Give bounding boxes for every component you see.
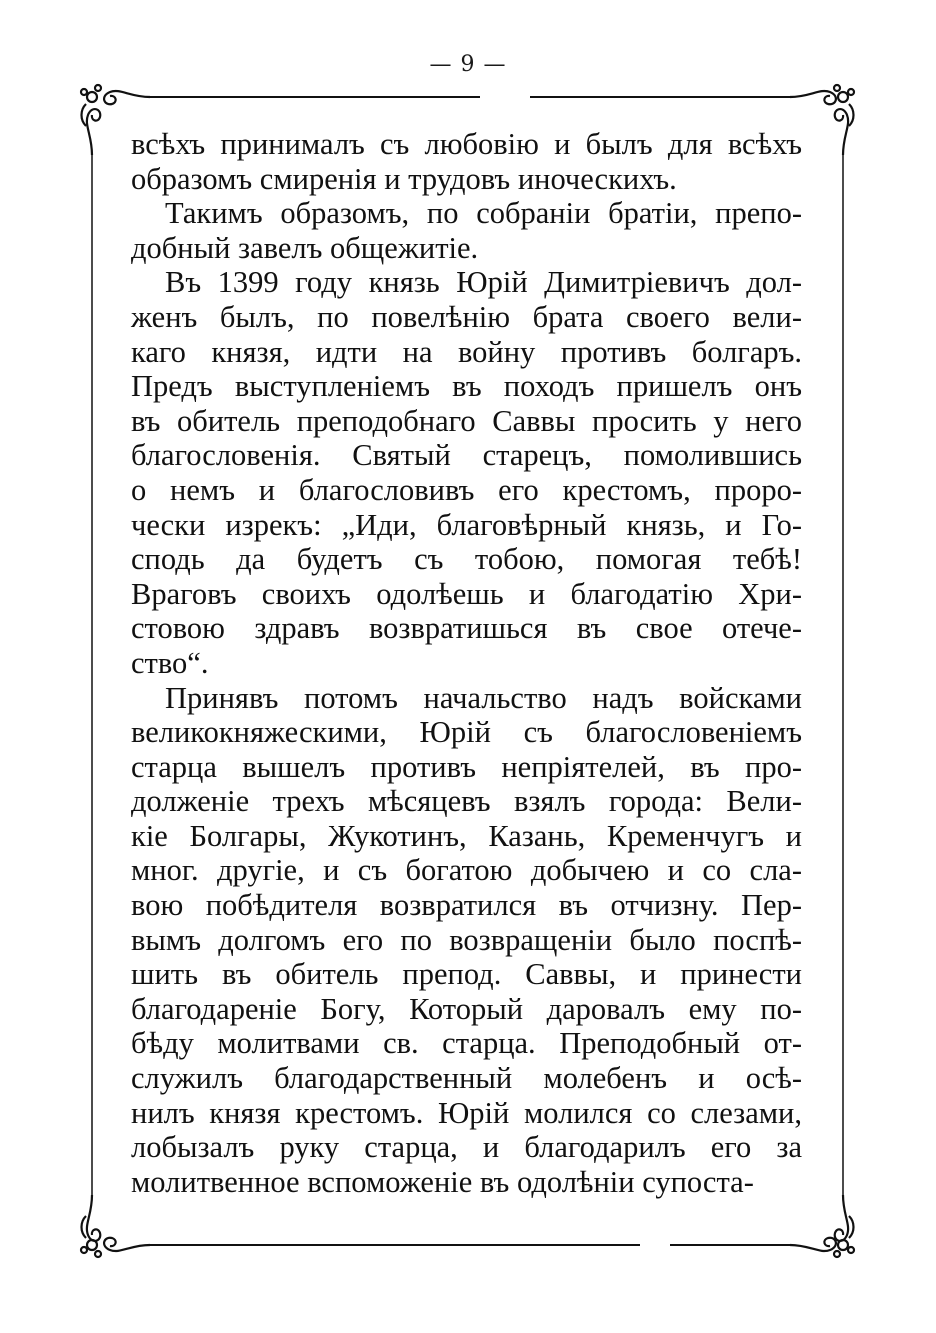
text-line: долженіе трехъ мѣсяцевъ взялъ города: Вели- <box>131 784 802 819</box>
body-text <box>131 127 802 1199</box>
text-line: старца вышелъ противъ непріятелей, въ про- <box>131 749 802 784</box>
text-line: Въ 1399 году князь Юрій Димитріевичъ дол- <box>165 265 802 300</box>
text-line: вымъ долгомъ его по возвращеніи было поспѣ- <box>131 922 802 957</box>
text-line: кіе Болгары, Жукотинъ, Казань, Кременчугъ и <box>131 818 802 853</box>
text-line: добный завелъ общежитіе. <box>131 230 479 265</box>
text-line: бѣду молитвами св. старца. Преподобный от- <box>131 1026 802 1061</box>
text-line: каго князя, идти на войну противъ болгаръ. <box>131 334 802 369</box>
text-line: Принявъ потомъ начальство надъ войсками <box>165 680 802 715</box>
text-line: Враговъ своихъ одолѣешь и благодатію Хри- <box>131 576 802 611</box>
text-line: сподь да будетъ съ тобою, помогая тебѣ! <box>131 542 802 577</box>
text-line: женъ былъ, по повелѣнію брата своего вели- <box>131 299 802 334</box>
text-line: молитвенное вспоможеніе въ одолѣніи супоста- <box>131 1164 754 1199</box>
text-line: благодареніе Богу, Который даровалъ ему по- <box>131 991 802 1026</box>
text-line: лобызалъ руку старца, и благодарилъ его за <box>131 1130 802 1165</box>
text-line: служилъ благодарственный молебенъ и осѣ- <box>131 1061 802 1096</box>
text-line: Предъ выступленіемъ въ походъ пришелъ онъ <box>131 369 802 404</box>
text-line: благословенія. Святый старецъ, помолившись <box>131 438 802 473</box>
text-line: мног. другіе, и съ богатою добычею и со сла- <box>131 853 802 888</box>
text-line: о немъ и благословивъ его крестомъ, проро- <box>131 472 802 507</box>
text-line: Такимъ образомъ, по собраніи братіи, препо- <box>165 196 802 231</box>
page-number: — 9 — <box>429 52 507 77</box>
text-line: вою побѣдителя возвратился въ отчизну. Пер- <box>131 888 802 923</box>
text-line: стовою здравъ возвратишься въ свое отече- <box>131 611 802 646</box>
text-line: въ обитель преподобнаго Саввы просить у него <box>131 403 802 438</box>
text-line: всѣхъ принималъ съ любовію и былъ для всѣхъ <box>131 127 802 161</box>
text-line: ство“. <box>131 645 209 680</box>
text-line: образомъ смиренія и трудовъ иноческихъ. <box>131 161 677 196</box>
text-line: чески изрекъ: „Иди, благовѣрный князь, и Го- <box>131 507 802 542</box>
text-line: великокняжескими, Юрій съ благословеніемъ <box>131 715 802 750</box>
text-line: нилъ князя крестомъ. Юрій молился со слезами, <box>131 1095 802 1130</box>
text-line: шить въ обитель препод. Саввы, и принести <box>131 957 802 992</box>
